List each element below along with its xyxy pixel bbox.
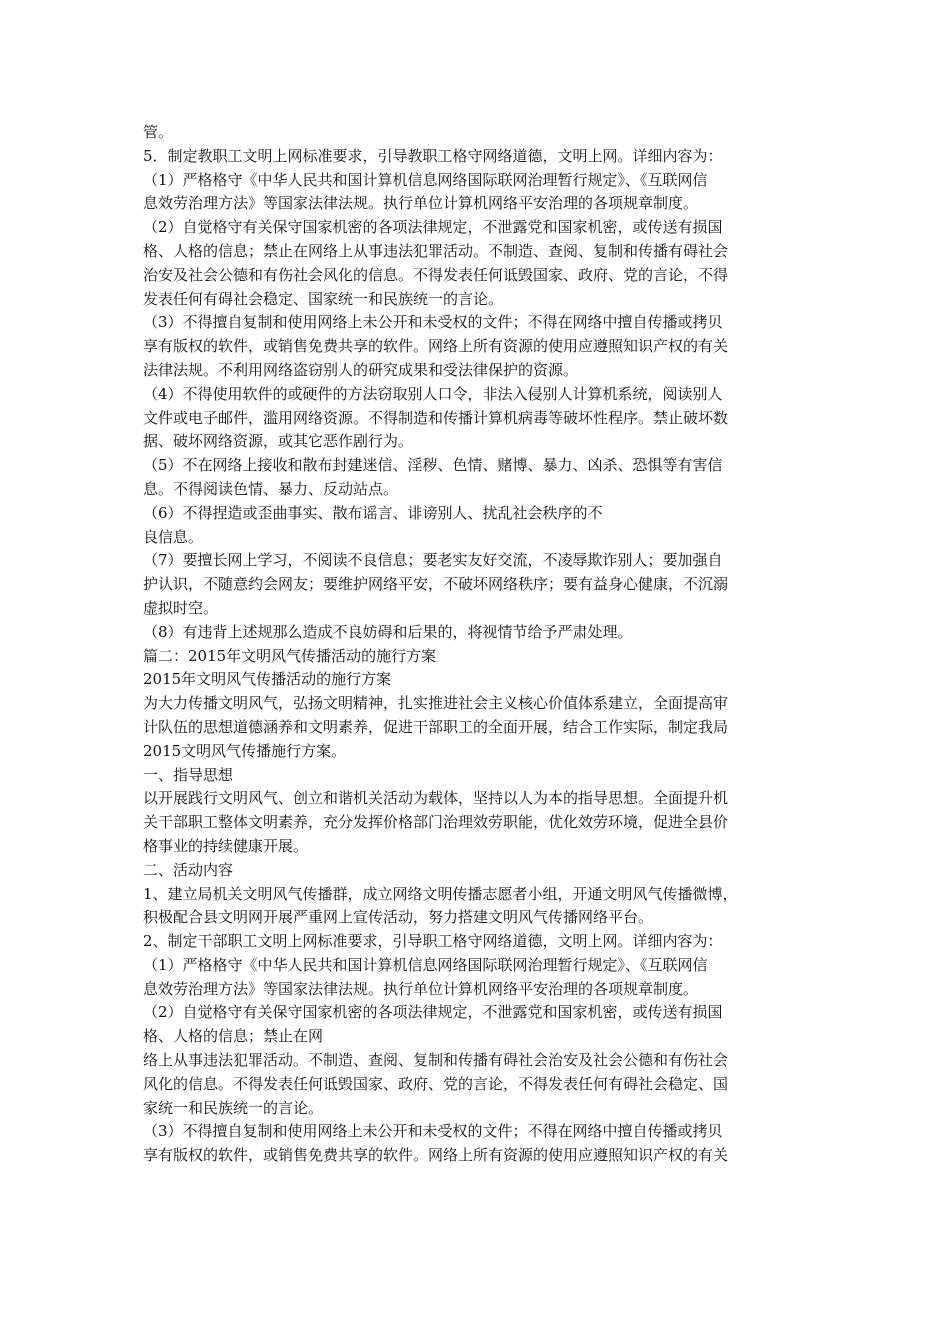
- text-line: （2）自觉格守有关保守国家机密的各项法律规定，不泄露党和国家机密，或传送有损国: [143, 1003, 723, 1022]
- text-line: 享有版权的软件，或销售免费共享的软件。网络上所有资源的使用应遵照知识产权的有关: [143, 1146, 729, 1165]
- text-line: 格事业的持续健康开展。: [143, 836, 309, 855]
- text-line: 2015年文明风气传播活动的施行方案: [143, 670, 392, 689]
- text-line: 息效劳治理方法》等国家法律法规。执行单位计算机网络平安治理的各项规章制度。: [143, 979, 699, 998]
- document-body: [143, 121, 823, 1168]
- text-line: （1）严格格守《中华人民共和国计算机信息网络国际联网治理暂行规定》、《互联网信: [143, 170, 708, 189]
- text-line: 格、人格的信息；禁止在网: [143, 1027, 324, 1046]
- text-line: 享有版权的软件，或销售免费共享的软件。网络上所有资源的使用应遵照知识产权的有关: [143, 337, 729, 356]
- text-line: 家统一和民族统一的言论。: [143, 1098, 324, 1117]
- text-line: （8）有违背上述规那么造成不良妨碍和后果的，将视情节给予严肃处理。: [143, 622, 633, 641]
- text-line: 计队伍的思想道德涵养和文明素养，促进干部职工的全面开展，结合工作实际，制定我局: [143, 717, 729, 736]
- text-line: 以开展践行文明风气、创立和谐机关活动为载体，坚持以人为本的指导思想。全面提升机: [143, 789, 729, 808]
- text-line: 积极配合县文明网开展严重网上宣传活动，努力搭建文明风气传播网络平台。: [143, 908, 654, 927]
- text-line: 文件或电子邮件，滥用网络资源。不得制造和传播计算机病毒等破坏性程序。禁止破坏数: [143, 408, 729, 427]
- text-line: 篇二：2015年文明风气传播活动的施行方案: [143, 646, 437, 665]
- text-line: 据、破坏网络资源，或其它恶作剧行为。: [143, 432, 414, 451]
- text-line: 发表任何有碍社会稳定、国家统一和民族统一的言论。: [143, 289, 504, 308]
- text-line: 络上从事违法犯罪活动。不制造、查阅、复制和传播有碍社会治安及社会公德和有伤社会: [143, 1051, 729, 1070]
- text-line: （3）不得擅自复制和使用网络上未公开和未受权的文件；不得在网络中擅自传播或拷贝: [143, 313, 723, 332]
- text-line: 治安及社会公德和有伤社会风化的信息。不得发表任何诋毁国家、政府、党的言论，不得: [143, 265, 729, 284]
- text-line: 息。不得阅读色情、暴力、反动站点。: [143, 479, 399, 498]
- text-line: 虚拟时空。: [143, 598, 219, 617]
- text-line: 格、人格的信息；禁止在网络上从事违法犯罪活动。不制造、查阅、复制和传播有碍社会: [143, 241, 729, 260]
- text-line: （4）不得使用软件的或硬件的方法窃取别人口令，非法入侵别人计算机系统，阅读别人: [143, 384, 723, 403]
- text-line: （6）不得捏造或歪曲事实、散布谣言、诽谤别人、扰乱社会秩序的不: [143, 503, 603, 522]
- text-line: （5）不在网络上接收和散布封建迷信、淫秽、色情、赌博、暴力、凶杀、恐惧等有害信: [143, 456, 723, 475]
- text-line: 1、建立局机关文明风气传播群，成立网络文明传播志愿者小组，开通文明风气传播微博，: [143, 884, 738, 903]
- text-line: 息效劳治理方法》等国家法律法规。执行单位计算机网络平安治理的各项规章制度。: [143, 194, 699, 213]
- text-line: 风化的信息。不得发表任何诋毁国家、政府、党的言论，不得发表任何有碍社会稳定、国: [143, 1074, 729, 1093]
- text-line: （1）严格格守《中华人民共和国计算机信息网络国际联网治理暂行规定》、《互联网信: [143, 955, 708, 974]
- text-line: （7）要擅长网上学习，不阅读不良信息；要老实友好交流，不凌辱欺诈别人；要加强自: [143, 551, 723, 570]
- text-line: 二、活动内容: [143, 860, 234, 879]
- text-line: 一、指导思想: [143, 765, 234, 784]
- text-line: 为大力传播文明风气，弘扬文明精神，扎实推进社会主义核心价值体系建立，全面提高审: [143, 694, 729, 713]
- text-line: 5．制定教职工文明上网标准要求，引导教职工格守网络道德，文明上网。详细内容为：: [143, 146, 723, 165]
- text-line: 管。: [143, 123, 174, 141]
- text-line: 护认识，不随意约会网友；要维护网络平安，不破坏网络秩序；要有益身心健康，不沉溺: [143, 575, 729, 594]
- text-line: （2）自觉格守有关保守国家机密的各项法律规定，不泄露党和国家机密，或传送有损国: [143, 218, 723, 237]
- text-line: 良信息。: [143, 527, 204, 546]
- text-line: 2、制定干部职工文明上网标准要求，引导职工格守网络道德，文明上网。详细内容为：: [143, 932, 723, 951]
- text-line: 法律法规。不利用网络盗窃别人的研究成果和受法律保护的资源。: [143, 360, 579, 379]
- text-line: 关干部职工整体文明素养，充分发挥价格部门治理效劳职能，优化效劳环境，促进全县价: [143, 813, 729, 832]
- text-line: （3）不得擅自复制和使用网络上未公开和未受权的文件；不得在网络中擅自传播或拷贝: [143, 1122, 723, 1141]
- text-line: 2015文明风气传播施行方案。: [143, 741, 347, 760]
